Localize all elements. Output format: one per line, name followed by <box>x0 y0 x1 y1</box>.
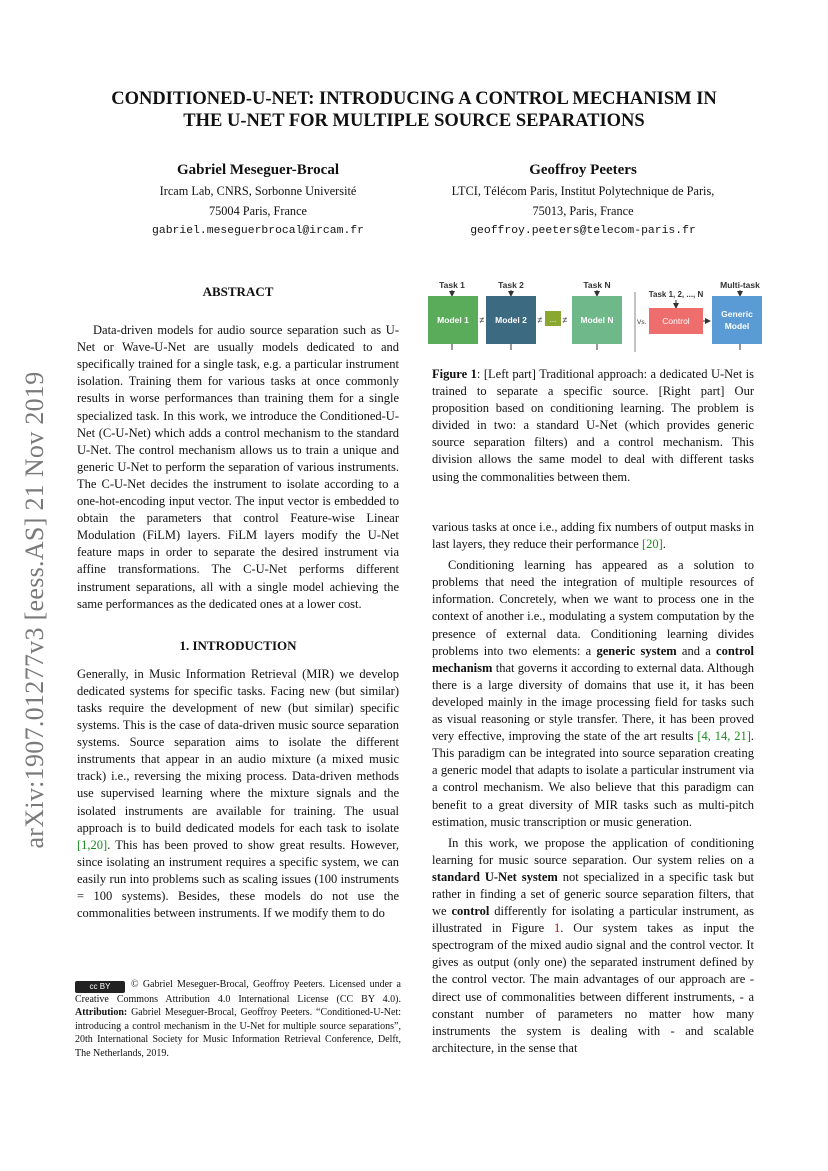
author-address: 75013, Paris, France <box>532 204 634 218</box>
paragraph-text: and a <box>676 643 717 658</box>
footnote <box>75 978 401 1060</box>
control-label: Control <box>662 316 690 326</box>
citation-link[interactable]: [4, 14, 21] <box>697 729 751 744</box>
introduction-heading: 1. INTRODUCTION <box>179 637 297 653</box>
author-block-2 <box>418 160 748 241</box>
generic-label: Generic <box>721 309 753 319</box>
arxiv-sidebar <box>15 350 55 870</box>
intro-text-a: Generally, in Music Information Retrieval (MIR) we develop dedicated systems for specific tasks. Facing new (but similar) tasks require the development of new (but similar) specific systems. This is the case of data-driven music source separation systems. Source separation aims to isolate the different instruments that appear in an audio mixture (a mixed music track) i.e., reversing the mixing process. Data-driven methods use supervised learning where the mixture signals and the isolated instruments are available for training. The usual approach is to build dedicated models for each task to isolate <box>77 666 399 835</box>
citation-link[interactable]: [20] <box>641 537 663 552</box>
author-block-1 <box>108 160 408 241</box>
task-label: Task N <box>583 280 611 290</box>
paragraph-text: . This paradigm can be integrated into source separation creating a generic model that adapts to isolate a particular instrument via a control mechanism. We also believe that this paradigm can benefit to a great diversity of MIR tasks such as multi-pitch estimation, music transcription or music generation. <box>432 729 754 829</box>
right-column <box>432 519 754 1061</box>
author-affiliation: LTCI, Télécom Paris, Institut Polytechnique de Paris, <box>451 184 715 198</box>
footnote-attribution-label: Attribution: <box>75 1007 128 1019</box>
left-column <box>77 283 399 926</box>
paragraph-text: In this work, we propose the application of conditioning learning for music source separation. Our system relies on a <box>432 835 754 867</box>
intro-text-b: . This has been proved to show great results. However, since isolating an instrument requires a specific system, we can easily run into problems such as scaling issues (100 instruments = 100 systems). Besides, these models do not use the commonalities between instruments. If we modify them to do <box>77 837 399 921</box>
bold-term: standard U-Net system <box>432 869 558 884</box>
arxiv-identifier: arXiv:1907.01277v3 [eess.AS] 21 Nov 2019 <box>20 371 49 849</box>
model-label: Model 2 <box>495 315 527 325</box>
caption-label: Figure 1 <box>432 367 477 381</box>
figure-reference-link[interactable]: 1 <box>554 921 561 936</box>
author-affiliation: Ircam Lab, CNRS, Sorbonne Université <box>159 184 357 198</box>
intro-paragraph <box>77 666 399 922</box>
footnote-text-a: © Gabriel Meseguer-Brocal, Geoffroy Peeters. Licensed under a Creative Commons Attribution 4.0 International License (CC BY 4.0). <box>75 979 401 1005</box>
author-address: 75004 Paris, France <box>208 204 307 218</box>
author-email[interactable]: gabriel.meseguerbrocal@ircam.fr <box>152 225 364 237</box>
task-label: Task 1, 2, ..., N <box>648 290 704 299</box>
paragraph-text: . <box>662 537 666 552</box>
paragraph-text: that governs it according to external data. Although there is a large diversity of domains that use it, it has been developed mainly in the image processing field for tasks such as visual reasoning or style transfer. There, it has been proved very effective, improving the state of the art results <box>432 660 754 744</box>
task-label: Task 2 <box>498 280 524 290</box>
caption-text: : [Left part] Traditional approach: a dedicated U-Net is trained to separate a specific source. [Right part] Our proposition based on conditioning learning. The problem is divided in two: a standard U-Net (which provides generic source separation filters) and a control mechanism. This division allows the same model to deal with different tasks using the commonalities between them. <box>432 367 754 484</box>
figure-1-diagram <box>425 278 765 358</box>
bold-term: control mechanism <box>432 643 754 675</box>
bold-term: control <box>451 904 490 919</box>
model-label: Model N <box>580 315 614 325</box>
paragraph-text: various tasks at once i.e., adding fix numbers of output masks in last layers, they reduce their performance <box>432 520 754 552</box>
citation-link[interactable]: [1, <box>77 837 91 852</box>
bold-term: generic system <box>596 643 677 658</box>
title-line-2: THE U-NET FOR MULTIPLE SOURCE SEPARATIONS <box>183 111 645 131</box>
figure-1-caption <box>432 366 754 486</box>
paragraph-text: Conditioning learning has appeared as a solution to problems that need the integration of multiple resources of information. Concretely, when we want to process one in the context of another i.e., modulating a system computation by the presence of external data. Conditioning learning divides problems into two elements: a <box>432 558 754 658</box>
paper-title <box>40 88 788 132</box>
right-paragraph-2 <box>432 835 754 1057</box>
author-name: Geoffroy Peeters <box>529 162 637 178</box>
abstract-heading: ABSTRACT <box>202 284 274 299</box>
not-equal-sign: ≠ <box>537 315 543 325</box>
figure-1 <box>425 278 765 358</box>
paragraph-text: . Our system takes as input the spectrogram of the mixed audio signal and the control vector. It gives as output (only one) the separated instrument defined by the control vector. The main advantages of our approach are - direct use of commonalities between different instruments, - a constant number of parameters no matter how many instruments the system is dealing with - and scalable architecture, in the sense that <box>432 921 754 1055</box>
versus-label: Vs. <box>637 319 647 326</box>
title-line-1: CONDITIONED-U-NET: INTRODUCING A CONTROL MECHANISM IN <box>111 89 717 109</box>
not-equal-sign: ≠ <box>479 315 485 325</box>
multi-task-label: Multi-task <box>720 280 760 290</box>
author-name: Gabriel Meseguer-Brocal <box>176 162 340 178</box>
footnote-text-b: Gabriel Meseguer-Brocal, Geoffroy Peeters. “Conditioned-U-Net: introducing a control mechanism in the U-Net for multiple source separations”, 20th International Society for Music Information Retrieval Conference, Delft, The Netherlands, 2019. <box>75 1007 401 1059</box>
model-label: Model 1 <box>437 315 469 325</box>
ellipsis-label: ... <box>549 315 557 324</box>
right-paragraph-0 <box>432 519 754 553</box>
paragraph-text: differently for isolating a particular instrument, as illustrated in Figure <box>432 904 754 936</box>
not-equal-sign: ≠ <box>562 315 568 325</box>
citation-link[interactable]: 20] <box>90 837 108 852</box>
cc-license-badge: cc BY <box>75 981 125 993</box>
paragraph-text: not specialized in a specific task but rather in finding a set of generic source separation filters, that we <box>432 869 754 919</box>
right-paragraph-1 <box>432 557 754 831</box>
generic-label: Model <box>724 321 750 331</box>
generic-model-box <box>712 296 762 344</box>
abstract-text: Data-driven models for audio source separation such as U-Net or Wave-U-Net are usually models dedicated to and specifically trained for a single task, e.g. a particular instrument isolation. Training them for various tasks at once commonly results in worse performances than training them for a single specialized task. In this work, we introduce the Conditioned-U-Net (C-U-Net) which adds a control mechanism to the standard U-Net. The control mechanism allows us to train a unique and generic U-Net to perform the separation of various instruments. The C-U-Net decides the instrument to isolate according to a one-hot-encoding input vector. The input vector is embedded to obtain the parameters that control Feature-wise Linear Modulation (FiLM) layers. FiLM layers modify the U-Net feature maps in order to separate the desired instrument via affine transformations. The C-U-Net performs different instrument separations, all with a single model achieving the same performances as the dedicated ones at a lower cost. <box>77 323 399 611</box>
task-label: Task 1 <box>439 280 465 290</box>
author-email[interactable]: geoffroy.peeters@telecom-paris.fr <box>470 225 696 237</box>
